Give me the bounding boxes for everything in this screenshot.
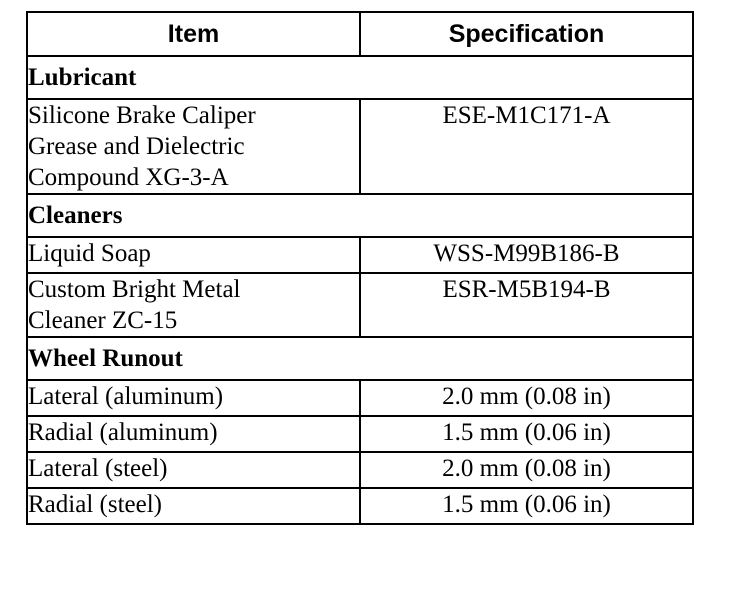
item-line: Radial (steel) — [28, 491, 162, 518]
item-cell — [27, 99, 360, 194]
header-item: Item — [27, 12, 360, 56]
item-cell — [27, 452, 360, 488]
table-row — [27, 488, 693, 524]
section-title-wheel-runout: Wheel Runout — [27, 337, 693, 380]
section-row — [27, 56, 693, 99]
item-cell — [27, 273, 360, 337]
item-line: Radial (aluminum) — [28, 419, 218, 446]
table-row — [27, 452, 693, 488]
table-row — [27, 237, 693, 273]
header-specification: Specification — [360, 12, 693, 56]
item-cell — [27, 488, 360, 524]
table-row — [27, 416, 693, 452]
table-row — [27, 99, 693, 194]
item-line: Liquid Soap — [28, 240, 151, 267]
section-title-lubricant: Lubricant — [27, 56, 693, 99]
table-row — [27, 273, 693, 337]
item-cell — [27, 380, 360, 416]
specification-cell: WSS-M99B186-B — [360, 237, 693, 273]
table-header-row — [27, 12, 693, 56]
item-line: Cleaner ZC-15 — [28, 307, 178, 334]
section-title-cleaners: Cleaners — [27, 194, 693, 237]
specification-cell: ESE-M1C171-A — [360, 99, 693, 194]
item-line: Silicone Brake Caliper — [28, 102, 256, 129]
item-line: Lateral (steel) — [28, 455, 168, 482]
item-line: Grease and Dielectric — [28, 133, 245, 160]
section-row — [27, 337, 693, 380]
specification-cell: 1.5 mm (0.06 in) — [360, 488, 693, 524]
specification-cell: 2.0 mm (0.08 in) — [360, 380, 693, 416]
section-row — [27, 194, 693, 237]
item-line: Custom Bright Metal — [28, 276, 241, 303]
item-line: Lateral (aluminum) — [28, 383, 224, 410]
item-cell — [27, 416, 360, 452]
specification-cell: 2.0 mm (0.08 in) — [360, 452, 693, 488]
specification-table — [26, 11, 694, 525]
specification-cell: ESR-M5B194-B — [360, 273, 693, 337]
table-row — [27, 380, 693, 416]
item-line: Compound XG-3-A — [28, 164, 229, 191]
item-cell — [27, 237, 360, 273]
specification-cell: 1.5 mm (0.06 in) — [360, 416, 693, 452]
